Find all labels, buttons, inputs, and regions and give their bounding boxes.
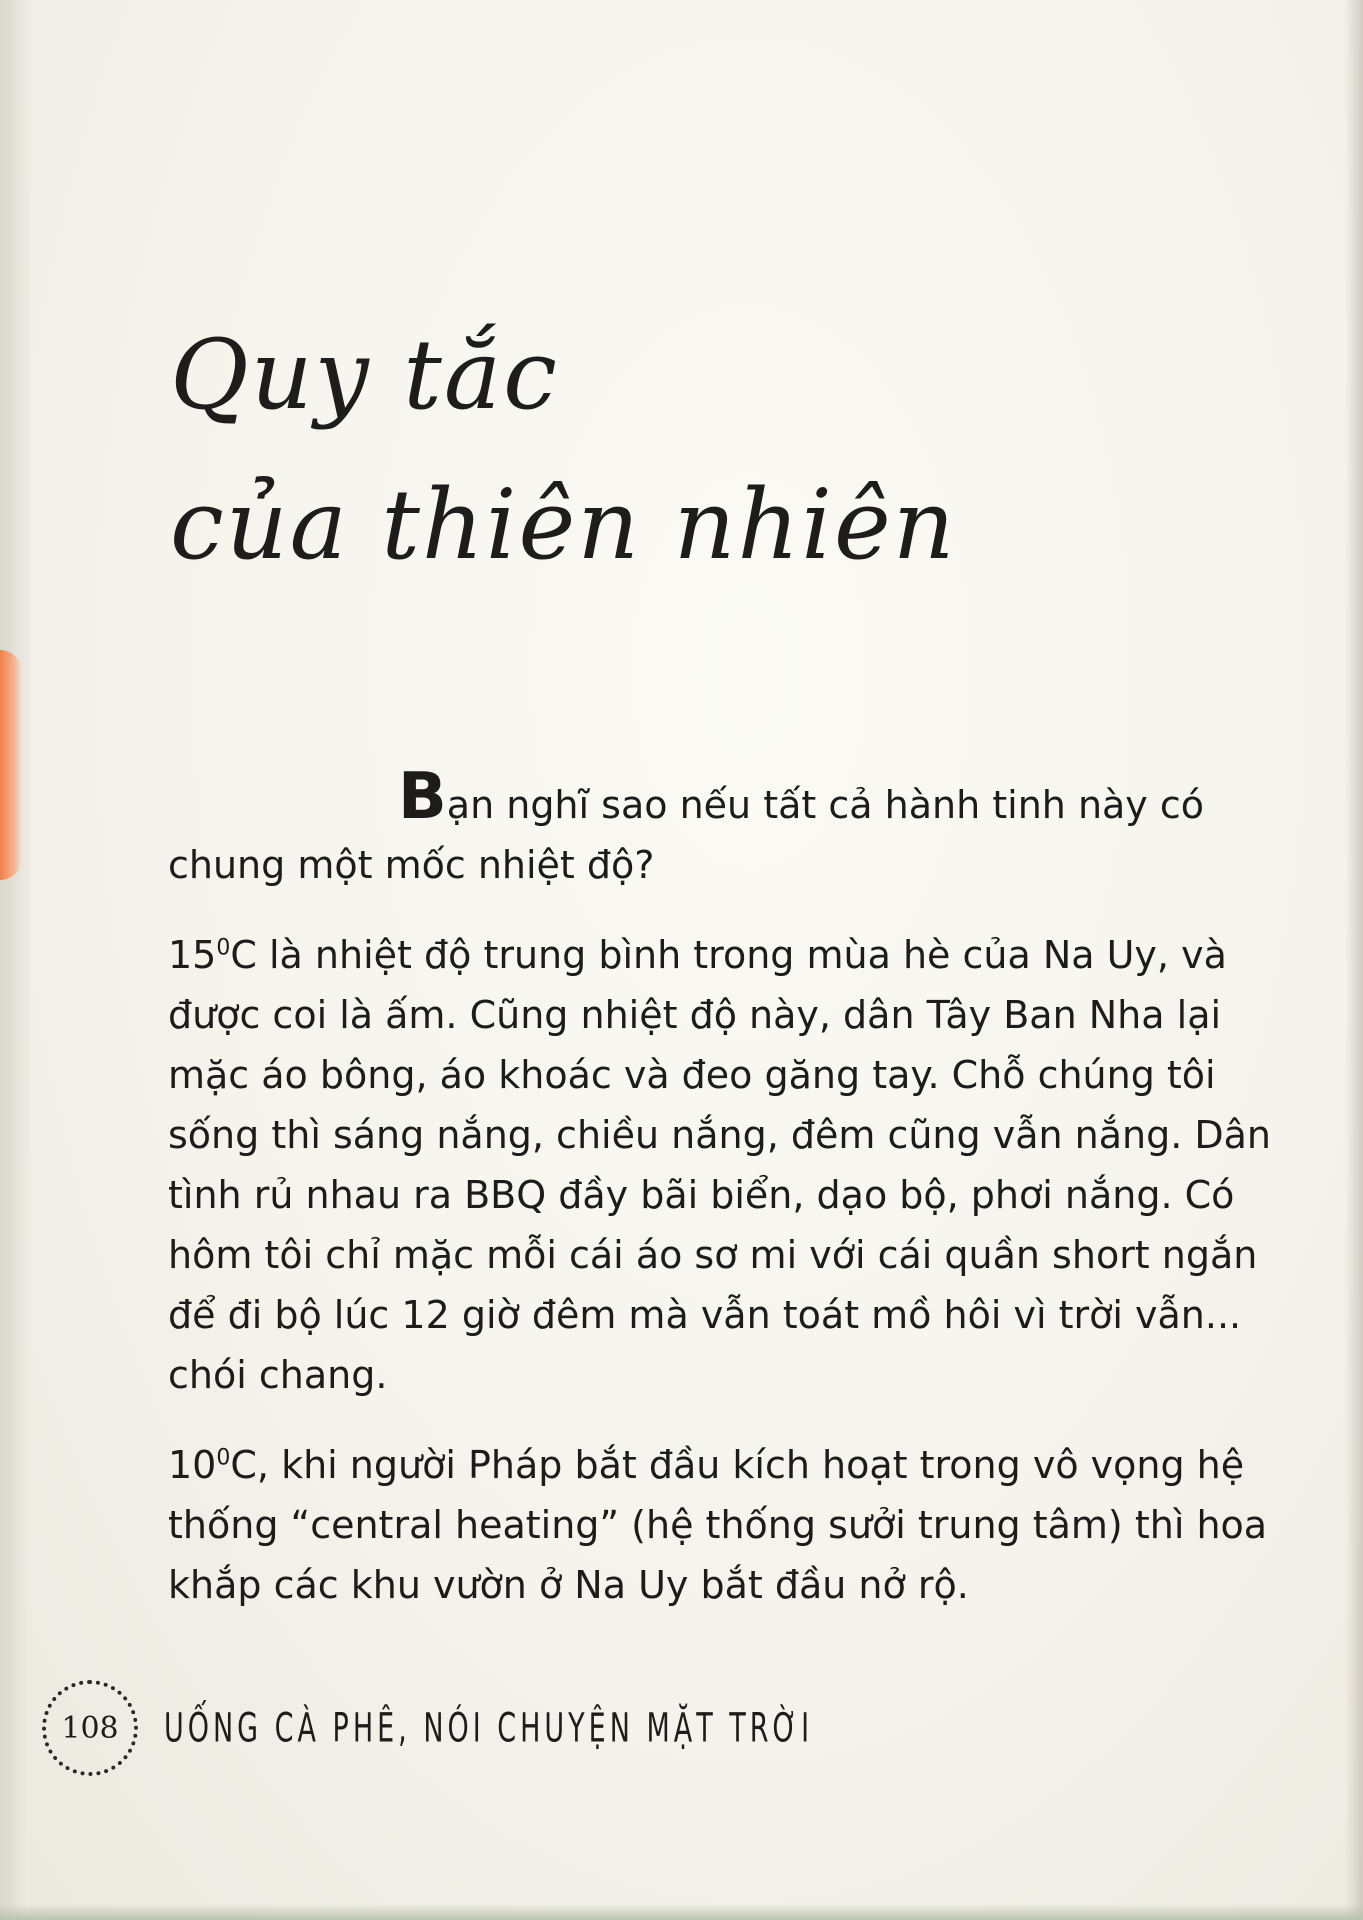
drop-cap: B bbox=[398, 760, 447, 834]
paragraph-2-temp: 10 bbox=[168, 1443, 217, 1487]
paragraph-1-text: là nhiệt độ trung bình trong mùa hè của Na Uy, và được coi là ấm. Cũng nhiệt độ này, dân Tây Ban Nha lại mặc áo bông, áo khoác và đeo găng tay. Chỗ chúng tôi sống thì sáng nắng, chiều nắng, đêm cũng vẫn nắng. Dân tình rủ nhau ra BBQ đầy bãi biển, dạo bộ, phơi nắng. Có hôm tôi chỉ mặc mỗi cái áo sơ mi với cái quần short ngắn để đi bộ lúc 12 giờ đêm mà vẫn toát mồ hôi vì trời vẫn... chói chang. bbox=[168, 933, 1272, 1397]
paragraph-1-temp: 15 bbox=[168, 933, 217, 977]
paragraph-1 bbox=[168, 925, 1293, 1405]
running-book-title: UỐNG CÀ PHÊ, NÓI CHUYỆN MẶT TRỜI bbox=[164, 1704, 814, 1752]
paragraph-1-degree: 0 bbox=[216, 935, 231, 961]
adjacent-page-edge bbox=[0, 650, 22, 880]
paragraph-2 bbox=[168, 1435, 1293, 1615]
intro-text: ạn nghĩ sao nếu tất cả hành tinh này có chung một mốc nhiệt độ? bbox=[168, 783, 1205, 887]
page-bottom-edge bbox=[0, 1904, 1363, 1920]
paragraph-2-text: , khi người Pháp bắt đầu kích hoạt trong vô vọng hệ thống “central heating” (hệ thống sưởi trung tâm) thì hoa khắp các khu vườn ở Na Uy bắt đầu nở rộ. bbox=[168, 1443, 1268, 1607]
paragraph-1-unit: C bbox=[230, 933, 257, 977]
page-number: 108 bbox=[42, 1680, 138, 1776]
paragraph-2-unit: C bbox=[230, 1443, 257, 1487]
page-gutter-shadow bbox=[0, 0, 30, 1920]
chapter-title-line-2: của thiên nhiên bbox=[170, 469, 957, 581]
intro-paragraph bbox=[168, 760, 1293, 895]
body-text bbox=[168, 760, 1293, 1645]
paragraph-2-degree: 0 bbox=[216, 1445, 231, 1471]
chapter-title-line-1: Quy tắc bbox=[170, 319, 559, 431]
chapter-title bbox=[170, 300, 957, 600]
page-right-edge bbox=[1345, 0, 1363, 1920]
page-footer bbox=[42, 1680, 813, 1776]
